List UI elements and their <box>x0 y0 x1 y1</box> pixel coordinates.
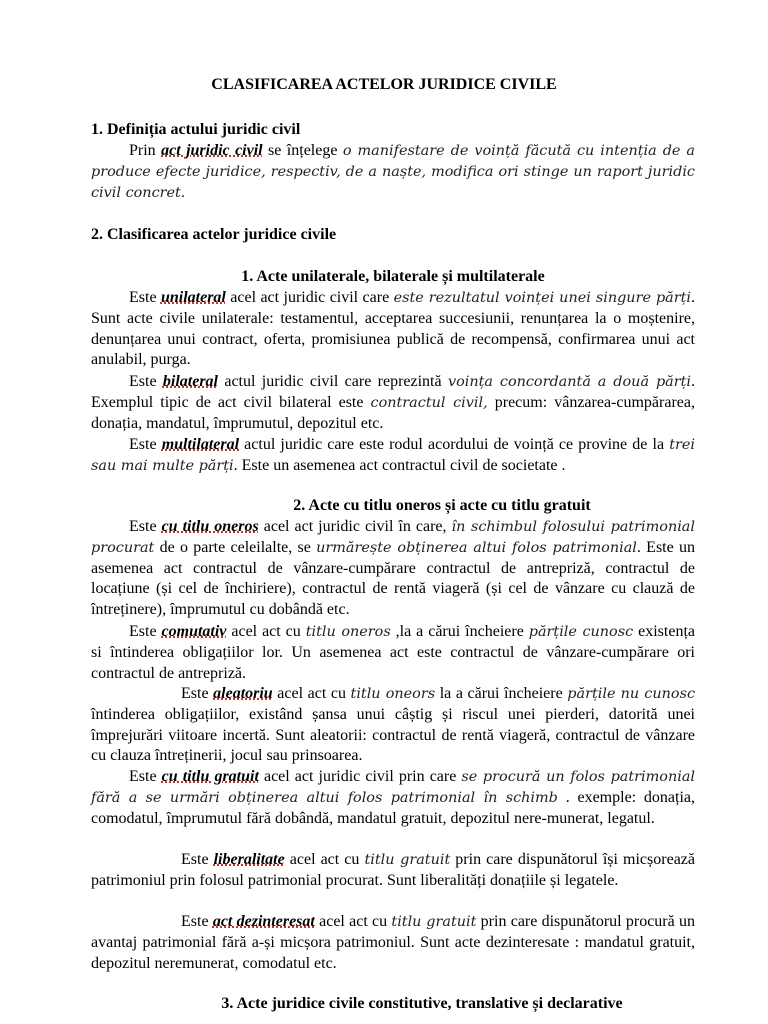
text: acel act juridic civil care <box>225 289 394 306</box>
key-term: multilateral <box>161 436 240 453</box>
text: acel act juridic civil în care, <box>258 518 452 535</box>
italic-text: o manifestare de voință făcută cu intenția de a produce efecte juridice, respectiv, de a naște, modifica ori stinge un raport juridic civil concret. <box>91 143 696 201</box>
text: existența si întinderea obligațiilor lor. Un asemenea act este contractul de vânzare-cumpărare ori contractul de antrepriză. <box>91 623 695 682</box>
subsection-1-heading: 1. Acte unilaterale, bilaterale și multilaterale <box>241 268 545 285</box>
section-1-heading: 1. Definiția actului juridic civil <box>91 121 301 138</box>
italic-text: părțile cunosc <box>528 624 634 640</box>
page-title: CLASIFICAREA ACTELOR JURIDICE CIVILE <box>211 76 557 93</box>
text: actul juridic care este rodul acordului de voință ce provine de la <box>239 436 670 453</box>
text: acel act cu <box>272 685 351 702</box>
key-term: bilateral <box>162 373 218 390</box>
text: . Sunt acte civile unilaterale: testamentul, acceptarea succesiunii, renunțarea la o moștenire, denunțarea unui contract, oferta, promisiunea publică de recompensă, confirmarea unui act anulabil, purga. <box>91 289 696 369</box>
key-term: comutativ <box>161 623 227 640</box>
text: prin care dispunătorul își micșorează patrimoniul prin folosul patrimonial procurat. Sunt liberalități donațiile și legatele. <box>91 851 695 889</box>
text: prin care dispunătorul procură un avantaj patrimonial fără a-și micșora patrimoniul. Sunt acte dezinteresate : mandatul gratuit, depozitul neremunerat, comodatul etc. <box>91 913 695 972</box>
italic-text: voința concordantă a două părți <box>447 374 692 390</box>
dezinteresat-paragraph <box>91 912 695 974</box>
key-term: liberalitate <box>213 851 285 868</box>
text: . exemple: donația, comodatul, împrumutul fără dobândă, mandatul gratuit, depozitul nere-munerat, legatul. <box>91 788 695 827</box>
italic-text: contractul civil, <box>370 394 488 411</box>
text: la a cărui încheiere <box>435 685 568 702</box>
liberalitate-paragraph <box>91 850 695 892</box>
text: actul juridic civil care reprezintă <box>218 373 448 390</box>
text: . Este un asemenea act contractul civil de societate . <box>233 456 566 474</box>
key-term: cu titlu oneros <box>161 518 259 535</box>
text: Este <box>129 289 161 306</box>
key-term: act juridic civil <box>161 142 263 159</box>
section-2-heading: 2. Clasificarea actelor juridice civile <box>91 226 337 243</box>
text: acel act cu <box>226 623 306 640</box>
italic-text: este rezultatul voinței unei singure părți <box>393 290 692 306</box>
text: Este <box>129 436 162 453</box>
text: acel act cu <box>284 851 365 868</box>
text: Este <box>129 373 163 390</box>
italic-text: în schimbul folosului patrimonial procurat <box>91 519 695 556</box>
text: Este <box>181 685 214 702</box>
subsection-3-heading: 3. Acte juridice civile constitutive, translative și declarative <box>221 995 623 1012</box>
bilateral-paragraph <box>91 372 695 434</box>
italic-text: titlu oneors <box>350 686 436 702</box>
oneros-paragraph <box>91 517 695 621</box>
text: Este <box>181 851 214 868</box>
italic-text: urmărește obținerea altui folos patrimonial <box>316 539 637 556</box>
gratuit-paragraph <box>91 767 695 829</box>
text: acel act cu <box>314 913 392 930</box>
text: precum: vânzarea-cumpărarea, donația, mandatul, împrumutul, depozitul etc. <box>91 393 695 432</box>
text: ,la a cărui încheiere <box>390 623 529 640</box>
text: se înțelege <box>262 142 343 159</box>
text: . Este un asemenea act contractul de vânzare-cumpărare contractul de antrepriză, contractul de locațiune (și cel de închiriere), contractul de rentă viageră (și cel de vânzare cu clauză de întreținere), împrumutul cu dobândă etc. <box>91 538 696 619</box>
multilateral-paragraph <box>91 435 695 477</box>
text: acel act juridic civil prin care <box>258 768 462 785</box>
italic-text: părțile nu cunosc <box>567 686 696 702</box>
key-term: act dezinteresat <box>212 913 315 930</box>
aleatoriu-paragraph <box>91 684 695 767</box>
italic-text: se procură un folos patrimonial fără a se urmări obținerea altui folos patrimonial în schimb <box>91 769 695 806</box>
comutativ-paragraph <box>91 622 695 684</box>
text: întinderea obligațiilor, existând șansa unui câștig și riscul unei pierderi, datorită unei împrejurări viitoare incertă. Sunt aleatorii: contractul de rentă viageră, contractul de vânzare cu clauza întreținerii, jocul sau prinsoarea. <box>91 705 695 765</box>
text: Este <box>129 768 162 785</box>
key-term: unilateral <box>160 289 226 306</box>
italic-text: titlu gratuit <box>391 914 477 930</box>
italic-text: titlu oneros <box>305 624 391 640</box>
text: Este <box>181 913 213 930</box>
text: Este <box>129 623 162 640</box>
italic-text: trei sau mai multe părți <box>91 437 695 474</box>
key-term: aleatoriu <box>213 685 273 702</box>
text: Este <box>129 518 162 535</box>
key-term: cu titlu gratuit <box>161 768 259 785</box>
text: Prin <box>129 142 162 159</box>
definition-paragraph <box>91 141 695 203</box>
subsection-2-heading: 2. Acte cu titlu oneros și acte cu titlu gratuit <box>293 497 591 514</box>
text: . Exemplul tipic de act civil bilateral este <box>91 373 696 411</box>
unilateral-paragraph <box>91 288 695 371</box>
italic-text: titlu gratuit <box>364 852 451 868</box>
text: de o parte celeilalte, se <box>154 538 317 556</box>
